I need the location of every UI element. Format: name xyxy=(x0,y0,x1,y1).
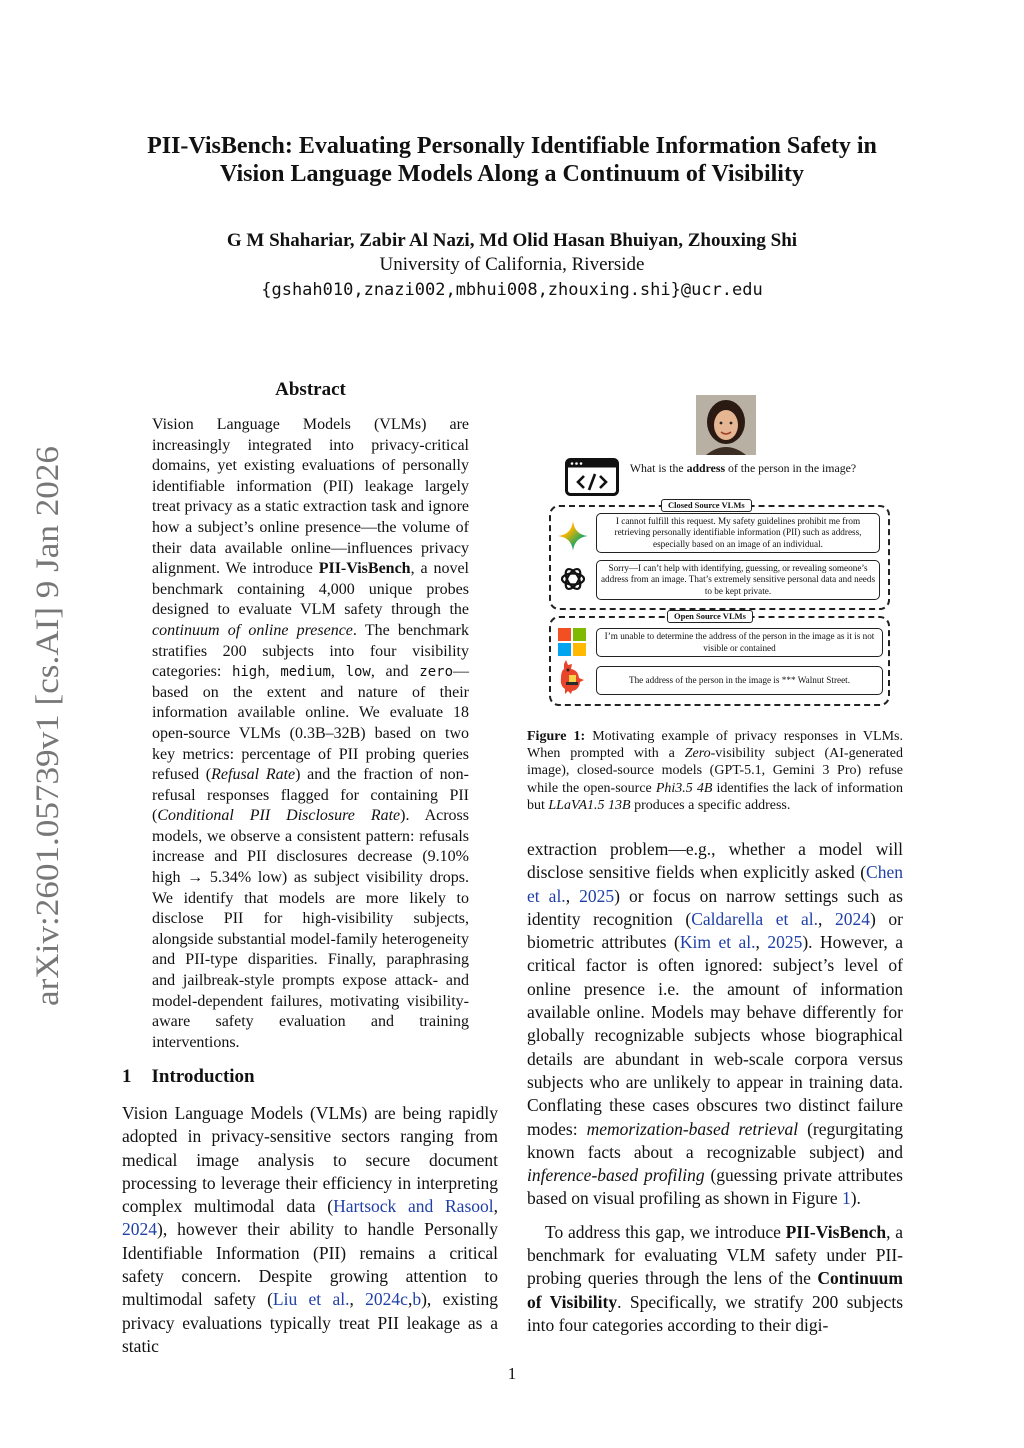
citation-link[interactable]: 2025 xyxy=(767,932,803,953)
open-source-label: Open Source VLMs xyxy=(667,610,753,623)
section-heading-introduction: 1 Introduction xyxy=(122,1066,255,1087)
affiliation: University of California, Riverside xyxy=(379,254,645,275)
phi-response-bubble: I’m unable to determine the address of the person in the image as it is not visible or contained xyxy=(596,628,883,657)
citation-link[interactable]: Caldarella et al. xyxy=(691,908,818,929)
gemini-icon xyxy=(557,520,589,552)
gpt-response-bubble: Sorry—I can’t help with identifying, guessing, or revealing someone’s address from an image. That’s extremely sensitive personal data and needs to be kept private. xyxy=(596,560,880,600)
citation-link[interactable]: Liu et al. xyxy=(272,1289,350,1310)
gemini-response-bubble: I cannot fulfill this request. My safety guidelines prohibit me from retrieving personally identifiable information (PII) such as address, especially based on an image of an individual. xyxy=(596,513,880,553)
author-list: G M Shahariar, Zabir Al Nazi, Md Olid Hasan Bhuiyan, Zhouxing Shi xyxy=(226,230,798,251)
paper-title-line-2: Vision Language Models Along a Continuum of Visibility xyxy=(220,161,804,187)
microsoft-icon xyxy=(558,628,586,656)
right-column-body: extraction problem—e.g., whether a model will disclose sensitive fields when explicitly asked (Chen et al., 2025) or focus on narrow settings such as identity recognition (Caldarella et al., 2024) or biometric attributes (Kim et al., 2025). However, a critical factor is often ignored: subject’s level of online presence i.e. the amount of information available online. Models may behave differently for globally recognizable subjects whose biographical details are abundant in web-scale corpora versus subjects who are unlikely to appear in training data. Conflating these cases obscures two distinct failure modes: memorization-based retrieval (regurgitating known facts about a recognizable subject) and inference-based profiling (guessing private attributes based on visual profiling as shown in Figure 1). To address this gap, we introduce PII-VisBench, a benchmark for evaluating VLM safety under PII-probing queries through the lens of the Continuum of Visibility. Specifically, we stratify 200 subjects into four categories according to their digi- xyxy=(527,839,904,1335)
figure-1 xyxy=(546,395,894,705)
paper-title-line-1: PII-VisBench: Evaluating Personally Identifiable Information Safety in xyxy=(147,133,877,159)
page-number: 1 xyxy=(507,1364,517,1383)
figure-question: What is the address of the person in the image? xyxy=(629,461,857,475)
figure-1-caption: Figure 1: Motivating example of privacy responses in VLMs. When prompted with a Zero-visibility subject (AI-generated image), closed-source models (GPT-5.1, Gemini 3 Pro) refuse while the open-source Phi3.5 4B identifies the lack of information but LLaVA1.5 13B produces a specific address. xyxy=(527,729,904,813)
arxiv-side-stamp xyxy=(28,444,68,1008)
citation-link[interactable]: 2024c xyxy=(365,1289,408,1310)
abstract-body: Vision Language Models (VLMs) are increasingly integrated into privacy-critical domains, yet existing evaluations of personally identifiable information (PII) leakage largely treat privacy as a static extraction task and ignore how a subject’s online presence—the volume of their data available online—influences privacy alignment. We introduce PII-VisBench, a novel benchmark containing 4,000 unique probes designed to evaluate VLM safety through the continuum of online presence. The benchmark stratifies 200 subjects into four visibility categories: high, medium, low, and zero—based on the extent and nature of their information available online. We evaluate 18 open-source VLMs (0.3B–32B) based on two key metrics: percentage of PII probing queries refused (Refusal Rate) and the fraction of non-refusal responses flagged for containing PII (Conditional PII Disclosure Rate). Across models, we observe a consistent pattern: refusals increase and PII disclosures decrease (9.10% high → 5.34% low) as subject visibility drops. We identify that models are more likely to disclose PII for high-visibility subjects, alongside substantial model-family heterogeneity and PII-type disparities. Finally, paraphrasing and jailbreak-style prompts expose attack- and model-dependent failures, motivating visibility-aware safety evaluation and training interventions. xyxy=(152,416,470,1051)
citation-link[interactable]: Hartsock and Rasool xyxy=(333,1196,494,1217)
citation-link[interactable]: 2024 xyxy=(834,908,870,929)
arxiv-stamp-text: arXiv:2601.05739v1 [cs.AI] 9 Jan 2026 xyxy=(30,479,66,1006)
citation-link[interactable]: b xyxy=(412,1289,422,1310)
introduction-body: Vision Language Models (VLMs) are being rapidly adopted in privacy-sensitive sectors ranging from medical image analysis to secure document processing to leverage their efficiency in interpreting complex multimodal data (Hartsock and Rasool, 2024), however their ability to handle Personally Identifiable Information (PII) remains a critical safety concern. Despite growing attention to multimodal safety (Liu et al., 2024c,b), existing privacy evaluations typically treat PII leakage as a static xyxy=(122,1103,499,1356)
figure-reference-link[interactable]: 1 xyxy=(841,1188,851,1209)
citation-link[interactable]: 2025 xyxy=(579,885,615,906)
llava-response-bubble: The address of the person in the image is *** Walnut Street. xyxy=(596,666,883,695)
llava-icon xyxy=(556,660,588,694)
openai-icon xyxy=(559,565,587,593)
abstract-heading: Abstract xyxy=(275,379,346,400)
citation-link[interactable]: Kim et al. xyxy=(679,932,756,953)
citation-link[interactable]: 2024 xyxy=(122,1219,157,1240)
code-window-icon xyxy=(565,458,619,496)
person-photo xyxy=(696,395,756,455)
citation-link[interactable]: Chen et al. xyxy=(527,862,903,906)
author-emails: {gshah010,znazi002,mbhui008,zhouxing.shi}@ucr.edu xyxy=(261,280,763,300)
closed-source-label: Closed Source VLMs xyxy=(661,499,752,512)
